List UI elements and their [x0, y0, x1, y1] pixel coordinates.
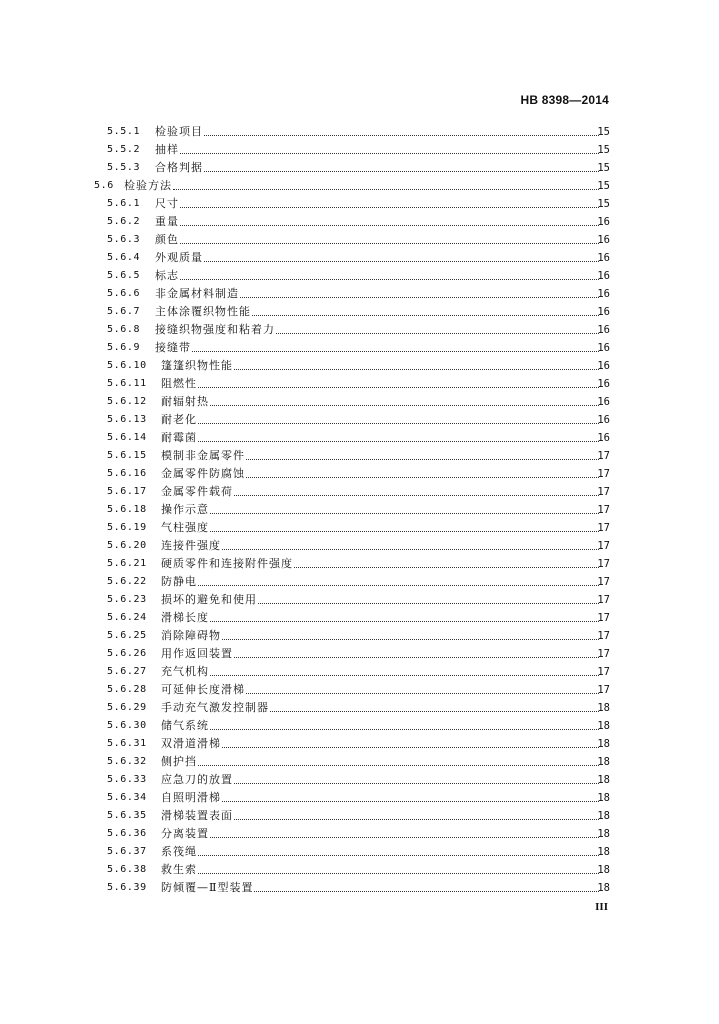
- toc-entry: [0, 663, 719, 681]
- dot-leader: [234, 819, 599, 820]
- toc-entry: [0, 699, 719, 717]
- toc-entry-number: 5.6.29: [107, 702, 147, 713]
- dot-leader: [222, 549, 599, 550]
- dot-leader: [192, 351, 599, 352]
- toc-entry-page: 18: [597, 792, 610, 804]
- toc-entry: [0, 249, 719, 267]
- toc-entry: [0, 393, 719, 411]
- toc-entry-page: 16: [597, 378, 610, 390]
- dot-leader: [198, 765, 599, 766]
- dot-leader: [198, 585, 599, 586]
- dot-leader: [180, 207, 599, 208]
- dot-leader: [276, 333, 599, 334]
- toc-entry-title: 重量: [155, 215, 179, 228]
- dot-leader: [246, 693, 599, 694]
- toc-entry-number: 5.6.20: [107, 540, 147, 551]
- toc-entry: [0, 159, 719, 177]
- toc-entry: [0, 285, 719, 303]
- dot-leader: [246, 477, 599, 478]
- dot-leader: [204, 261, 599, 262]
- toc-entry-number: 5.6.38: [107, 864, 147, 875]
- toc-entry-page: 16: [597, 234, 610, 246]
- toc-entry-title: 滑梯长度: [161, 611, 209, 624]
- toc-entry: [0, 519, 719, 537]
- toc-entry-number: 5.6.9: [107, 342, 141, 353]
- toc-entry-page: 17: [597, 450, 610, 462]
- toc-entry-number: 5.6.14: [107, 432, 147, 443]
- dot-leader: [210, 729, 599, 730]
- toc-entry-page: 18: [597, 828, 610, 840]
- toc-entry: [0, 789, 719, 807]
- toc-entry-title: 侧护挡: [161, 755, 197, 768]
- toc-entry-title: 金属零件载荷: [161, 485, 233, 498]
- toc-entry-title: 耐辐射热: [161, 395, 209, 408]
- toc-entry-title: 尺寸: [155, 197, 179, 210]
- toc-entry-number: 5.6.33: [107, 774, 147, 785]
- toc-entry-title: 检验项目: [155, 125, 203, 138]
- toc-entry-title: 消除障碍物: [161, 629, 221, 642]
- toc-entry-number: 5.5.1: [107, 126, 141, 137]
- toc-entry-number: 5.6.36: [107, 828, 147, 839]
- toc-entry-title: 损坏的避免和使用: [161, 593, 257, 606]
- toc-entry: [0, 123, 719, 141]
- dot-leader: [173, 189, 599, 190]
- toc-entry: [0, 843, 719, 861]
- dot-leader: [210, 621, 599, 622]
- toc-entry-page: 17: [597, 666, 610, 678]
- toc-entry-number: 5.6.25: [107, 630, 147, 641]
- toc-entry-page: 18: [597, 720, 610, 732]
- toc-entry-page: 18: [597, 756, 610, 768]
- dot-leader: [180, 243, 599, 244]
- toc-entry-number: 5.6.31: [107, 738, 147, 749]
- toc-entry: [0, 177, 719, 195]
- toc-entry-number: 5.6.21: [107, 558, 147, 569]
- toc-entry: [0, 537, 719, 555]
- toc-entry: [0, 375, 719, 393]
- toc-entry-title: 气柱强度: [161, 521, 209, 534]
- toc-entry-title: 阻燃性: [161, 377, 197, 390]
- toc-entry-number: 5.6.1: [107, 198, 141, 209]
- toc-entry: [0, 357, 719, 375]
- toc-entry-title: 外观质量: [155, 251, 203, 264]
- toc-entry-title: 充气机构: [161, 665, 209, 678]
- toc-entry-title: 颜色: [155, 233, 179, 246]
- dot-leader: [210, 675, 599, 676]
- toc-entry-number: 5.6.24: [107, 612, 147, 623]
- toc-entry-title: 救生索: [161, 863, 197, 876]
- toc-entry: [0, 303, 719, 321]
- toc-entry-number: 5.6.8: [107, 324, 141, 335]
- toc-entry: [0, 339, 719, 357]
- toc-entry: [0, 825, 719, 843]
- toc-entry-page: 17: [597, 540, 610, 552]
- toc-entry-title: 抽样: [155, 143, 179, 156]
- dot-leader: [210, 531, 599, 532]
- dot-leader: [254, 891, 599, 892]
- toc-entry-number: 5.6.13: [107, 414, 147, 425]
- toc-entry: [0, 807, 719, 825]
- toc-entry-title: 耐霉菌: [161, 431, 197, 444]
- toc-entry-title: 操作示意: [161, 503, 209, 516]
- toc-entry-number: 5.6.16: [107, 468, 147, 479]
- dot-leader: [210, 513, 599, 514]
- dot-leader: [204, 135, 599, 136]
- toc-entry-title: 检验方法: [124, 179, 172, 192]
- dot-leader: [234, 657, 599, 658]
- toc-entry-number: 5.6.28: [107, 684, 147, 695]
- toc-entry-page: 17: [597, 630, 610, 642]
- toc-entry-page: 16: [597, 360, 610, 372]
- toc-entry-title: 用作返回装置: [161, 647, 233, 660]
- toc-entry-page: 16: [597, 216, 610, 228]
- toc-entry-title: 接缝带: [155, 341, 191, 354]
- toc-entry: [0, 627, 719, 645]
- toc-entry-title: 防静电: [161, 575, 197, 588]
- toc-entry-page: 17: [597, 558, 610, 570]
- toc-entry-number: 5.6.18: [107, 504, 147, 515]
- toc-entry-title: 模制非金属零件: [161, 449, 245, 462]
- dot-leader: [204, 171, 599, 172]
- dot-leader: [198, 423, 599, 424]
- toc-entry-page: 16: [597, 270, 610, 282]
- dot-leader: [180, 153, 599, 154]
- toc-entry-number: 5.6.39: [107, 882, 147, 893]
- toc-entry: [0, 447, 719, 465]
- toc-entry-number: 5.5.3: [107, 162, 141, 173]
- toc-entry-title: 篷篷织物性能: [161, 359, 233, 372]
- toc-entry-number: 5.6.37: [107, 846, 147, 857]
- toc-entry-page: 16: [597, 342, 610, 354]
- toc-entry-number: 5.6.12: [107, 396, 147, 407]
- toc-entry-number: 5.6.2: [107, 216, 141, 227]
- toc-entry-page: 15: [597, 180, 610, 192]
- toc-entry-title: 连接件强度: [161, 539, 221, 552]
- toc-entry-title: 合格判据: [155, 161, 203, 174]
- toc-entry-page: 18: [597, 846, 610, 858]
- toc-entry-page: 18: [597, 702, 610, 714]
- toc-entry-number: 5.6.30: [107, 720, 147, 731]
- toc-entry: [0, 267, 719, 285]
- toc-entry-page: 15: [597, 144, 610, 156]
- toc-entry-number: 5.6.10: [107, 360, 147, 371]
- toc-entry: [0, 753, 719, 771]
- toc-entry: [0, 501, 719, 519]
- dot-leader: [240, 297, 599, 298]
- toc-entry: [0, 771, 719, 789]
- dot-leader: [246, 459, 599, 460]
- toc-entry-title: 分离装置: [161, 827, 209, 840]
- toc-entry-title: 硬质零件和连接附件强度: [161, 557, 293, 570]
- toc-entry-number: 5.6.5: [107, 270, 141, 281]
- dot-leader: [222, 747, 599, 748]
- dot-leader: [198, 873, 599, 874]
- toc-entry-title: 手动充气激发控制器: [161, 701, 269, 714]
- dot-leader: [180, 225, 599, 226]
- toc-entry: [0, 609, 719, 627]
- toc-entry: [0, 681, 719, 699]
- toc-entry-page: 17: [597, 504, 610, 516]
- dot-leader: [252, 315, 599, 316]
- dot-leader: [198, 387, 599, 388]
- toc-entry-title: 耐老化: [161, 413, 197, 426]
- toc-entry: [0, 573, 719, 591]
- toc-entry-page: 17: [597, 594, 610, 606]
- toc-entry-number: 5.6.35: [107, 810, 147, 821]
- dot-leader: [294, 567, 599, 568]
- toc-entry: [0, 645, 719, 663]
- page-number: III: [595, 901, 608, 913]
- toc-entry-page: 17: [597, 612, 610, 624]
- dot-leader: [180, 279, 599, 280]
- toc-entry-title: 金属零件防腐蚀: [161, 467, 245, 480]
- toc-entry: [0, 555, 719, 573]
- toc-entry-page: 17: [597, 684, 610, 696]
- toc-entry-page: 16: [597, 306, 610, 318]
- toc-entry-number: 5.6.7: [107, 306, 141, 317]
- toc-entry-page: 18: [597, 738, 610, 750]
- toc-entry-page: 15: [597, 126, 610, 138]
- toc-entry-title: 主体涂覆织物性能: [155, 305, 251, 318]
- toc-entry-title: 自照明滑梯: [161, 791, 221, 804]
- toc-entry-page: 17: [597, 648, 610, 660]
- toc-entry-page: 16: [597, 288, 610, 300]
- toc-entry-number: 5.6.32: [107, 756, 147, 767]
- toc-entry-number: 5.6.4: [107, 252, 141, 263]
- toc-entry: [0, 717, 719, 735]
- toc-entry: [0, 195, 719, 213]
- toc-entry-page: 17: [597, 522, 610, 534]
- toc-entry-number: 5.5.2: [107, 144, 141, 155]
- toc-entry-page: 16: [597, 396, 610, 408]
- toc-entry-number: 5.6.15: [107, 450, 147, 461]
- toc-entry-page: 18: [597, 774, 610, 786]
- toc-entry-page: 18: [597, 810, 610, 822]
- toc-entry-title: 滑梯装置表面: [161, 809, 233, 822]
- toc-entry-page: 17: [597, 576, 610, 588]
- toc-entry-page: 15: [597, 162, 610, 174]
- toc-entry-number: 5.6.19: [107, 522, 147, 533]
- toc-entry-number: 5.6.17: [107, 486, 147, 497]
- toc-entry-number: 5.6.11: [107, 378, 147, 389]
- dot-leader: [222, 639, 599, 640]
- toc-entry: [0, 411, 719, 429]
- dot-leader: [270, 711, 599, 712]
- toc-entry-page: 16: [597, 324, 610, 336]
- dot-leader: [210, 837, 599, 838]
- toc-entry-title: 储气系统: [161, 719, 209, 732]
- toc-entry-page: 16: [597, 252, 610, 264]
- toc-entry-number: 5.6.6: [107, 288, 141, 299]
- toc-entry-page: 16: [597, 432, 610, 444]
- toc-entry-title: 系筏绳: [161, 845, 197, 858]
- toc-entry-title: 防倾覆—Ⅱ型装置: [161, 881, 254, 894]
- toc-entry-number: 5.6: [94, 180, 114, 191]
- dot-leader: [222, 801, 599, 802]
- toc-entry-page: 15: [597, 198, 610, 210]
- toc-entry-page: 16: [597, 414, 610, 426]
- toc-entry-number: 5.6.26: [107, 648, 147, 659]
- toc-entry-number: 5.6.22: [107, 576, 147, 587]
- dot-leader: [234, 495, 599, 496]
- toc-entry: [0, 735, 719, 753]
- dot-leader: [198, 441, 599, 442]
- dot-leader: [258, 603, 599, 604]
- dot-leader: [210, 405, 599, 406]
- toc-entry: [0, 213, 719, 231]
- toc-entry-number: 5.6.34: [107, 792, 147, 803]
- toc-entry-title: 非金属材料制造: [155, 287, 239, 300]
- toc-entry: [0, 483, 719, 501]
- toc-entry-number: 5.6.3: [107, 234, 141, 245]
- toc-entry: [0, 591, 719, 609]
- toc-entry-title: 应急刀的放置: [161, 773, 233, 786]
- dot-leader: [198, 855, 599, 856]
- table-of-contents: [0, 123, 719, 897]
- toc-entry-number: 5.6.23: [107, 594, 147, 605]
- dot-leader: [234, 783, 599, 784]
- toc-entry-page: 17: [597, 468, 610, 480]
- toc-entry: [0, 465, 719, 483]
- toc-entry-number: 5.6.27: [107, 666, 147, 677]
- toc-entry: [0, 321, 719, 339]
- toc-entry: [0, 231, 719, 249]
- toc-entry-page: 18: [597, 864, 610, 876]
- toc-entry: [0, 879, 719, 897]
- toc-entry-title: 可延伸长度滑梯: [161, 683, 245, 696]
- dot-leader: [234, 369, 599, 370]
- toc-entry-page: 18: [597, 882, 610, 894]
- toc-entry: [0, 141, 719, 159]
- toc-entry: [0, 861, 719, 879]
- document-code: HB 8398—2014: [520, 93, 609, 107]
- toc-entry-title: 标志: [155, 269, 179, 282]
- toc-entry-title: 双滑道滑梯: [161, 737, 221, 750]
- toc-entry-page: 17: [597, 486, 610, 498]
- toc-entry-title: 接缝织物强度和粘着力: [155, 323, 275, 336]
- toc-entry: [0, 429, 719, 447]
